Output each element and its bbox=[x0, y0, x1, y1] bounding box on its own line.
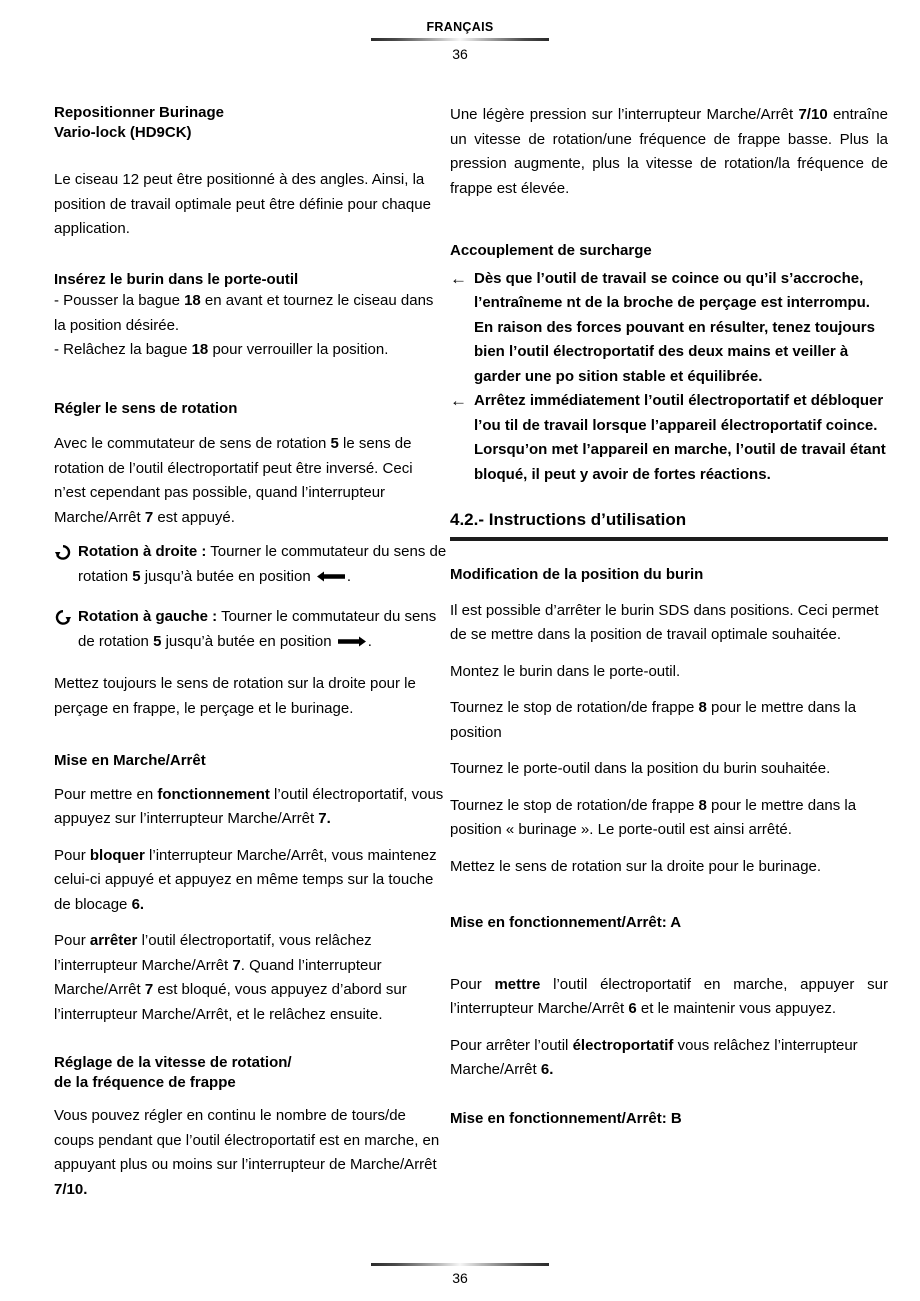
list-item-pousser-bague bbox=[54, 289, 448, 338]
gradient-rule-icon bbox=[371, 1263, 549, 1266]
rotation-left-label: Rotation à gauche : bbox=[78, 608, 218, 625]
paragraph-mettre-outil-marche bbox=[450, 973, 888, 1022]
section-heading-instructions-utilisation: 4.2.- Instructions d’utilisation bbox=[450, 510, 687, 529]
paragraph-mettez-sens-rotation: Mettez toujours le sens de rotation sur la droite pour le perçage en frappe, le perçage et le burinage. bbox=[54, 675, 416, 717]
para5-c: l’interrupteur Marche/Arrêt, vous maintenez celui-ci appuyé et appuyez en même temps sur la touche de blocage bbox=[54, 846, 437, 913]
bullet-2-ref: 18 bbox=[191, 341, 209, 358]
warning-item-1 bbox=[450, 267, 888, 390]
warning-item-2 bbox=[450, 389, 888, 487]
rotation-left-text-a: Tourner le commutateur du sens de rotation bbox=[78, 608, 437, 650]
para6-ref-7a: 7 bbox=[232, 956, 241, 974]
warning-item-2-text: Arrêtez immédiatement l’outil électroportatif et débloquer l’ou til de travail lorsque l’appareil électroportatif coince. Lorsqu’on met l’appareil en marche, l’outil de travail étant bloqué, il peut y avoir de fortes réactions. bbox=[474, 392, 886, 483]
paragraph-tournez-stop-rotation-2 bbox=[450, 794, 888, 843]
header-language-label: FRANÇAIS bbox=[426, 20, 494, 34]
paragraph-commutateur-sens bbox=[54, 432, 448, 530]
r-para9-a: Pour arrêter l’outil bbox=[450, 1036, 573, 1054]
heading-5-line-2: de la fréquence de frappe bbox=[54, 1073, 236, 1091]
r-para6-ref-8: 8 bbox=[698, 796, 707, 814]
heading-modification-position-burin: Modification de la position du burin bbox=[450, 566, 704, 583]
rotation-right-text-d: . bbox=[346, 567, 352, 585]
para5-ref-6: 6. bbox=[131, 895, 145, 913]
paragraph-arreter-outil-electroportatif bbox=[450, 1034, 888, 1083]
para6-bold-arreter: arrêter bbox=[89, 932, 138, 949]
r-para4-ref-8: 8 bbox=[698, 699, 707, 716]
r-para1-a: Une légère pression sur l’interrupteur Marche/Arrêt bbox=[450, 106, 799, 123]
para6-g: est bloqué, vous appuyez d’abord sur l’interrupteur Marche/Arrêt, et le relâchez ensuite. bbox=[54, 981, 407, 1023]
para5-bold-bloquer: bloquer bbox=[89, 846, 145, 864]
heading-regler-sens-rotation: Régler le sens de rotation bbox=[54, 399, 238, 417]
rotate-counterclockwise-icon bbox=[54, 605, 78, 625]
r-para6-c: pour le mettre dans la position « burinage ». Le porte-outil est ainsi arrêté. bbox=[450, 796, 857, 838]
rotate-clockwise-icon bbox=[54, 540, 78, 560]
para6-ref-7b: 7 bbox=[144, 981, 154, 998]
page-header bbox=[0, 20, 920, 63]
para4-bold-fonctionnement: fonctionnement bbox=[157, 785, 270, 803]
rotation-left-text-c: jusqu’à butée en position bbox=[161, 632, 336, 650]
rotation-right-ref: 5 bbox=[132, 567, 141, 585]
paragraph-legere-pression bbox=[450, 103, 888, 201]
para2-a: Avec le commutateur de sens de rotation bbox=[54, 435, 331, 452]
r-para6-a: Tournez le stop de rotation/de frappe bbox=[450, 796, 699, 814]
para6-c: l’outil électroportatif, vous relâchez l’interrupteur Marche/Arrêt bbox=[54, 932, 372, 974]
bullet-1-text-a: - Pousser la bague bbox=[54, 292, 185, 309]
para7-a: Vous pouvez régler en continu le nombre de tours/de coups pendant que l’outil électroportatif est en marche, en appuyant plus ou moins sur l’interrupteur de Marche/Arrêt bbox=[54, 1107, 440, 1173]
arrow-left-bullet-icon: ← bbox=[450, 268, 467, 288]
para4-c: l’outil électroportatif, vous appuyez sur l’interrupteur Marche/Arrêt bbox=[54, 785, 444, 827]
para4-a: Pour mettre en bbox=[54, 785, 158, 803]
left-column bbox=[54, 103, 448, 1202]
rotation-left-text bbox=[78, 605, 448, 654]
r-para8-ref-6: 6 bbox=[628, 1000, 637, 1017]
r-para4-c: pour le mettre dans la position bbox=[450, 699, 857, 741]
r-para1-ref-710: 7/10 bbox=[798, 106, 828, 123]
rotation-right-item bbox=[54, 540, 448, 589]
bullet-1-text-c: en avant et tournez le ciseau dans la position désirée. bbox=[54, 292, 434, 334]
heading-accouplement-surcharge: Accouplement de surcharge bbox=[450, 242, 652, 259]
bullet-2-text-c: pour verrouiller la position. bbox=[208, 341, 389, 358]
paragraph-tournez-porte-outil: Tournez le porte-outil dans la position du burin souhaitée. bbox=[450, 760, 831, 777]
heading-reglage-vitesse bbox=[54, 1053, 448, 1092]
paragraph-burin-sds-positions: Il est possible d’arrêter le burin SDS dans positions. Ceci permet de se mettre dans la position de travail optimale souhaitée. bbox=[450, 601, 879, 643]
r-para8-a: Pour bbox=[450, 975, 495, 993]
paragraph-mettez-sens-rotation-droite: Mettez le sens de rotation sur la droite pour le burinage. bbox=[450, 857, 822, 875]
list-item-relachez-bague bbox=[54, 338, 448, 363]
r-para9-c: vous relâchez l’interrupteur Marche/Arrêt bbox=[450, 1036, 858, 1078]
rotation-left-item bbox=[54, 605, 448, 654]
r-para1-c: entraîne un vitesse de rotation/une fréquence de frappe basse. Plus la pression augmente, plus la vitesse de rotation/la fréquence de frappe est élevée. bbox=[450, 106, 888, 197]
heading-line-1: Repositionner Burinage bbox=[54, 104, 225, 121]
r-para9-bold-electroportatif: électroportatif bbox=[572, 1036, 674, 1054]
para2-c: le sens de rotation de l’outil électroportatif peut être inversé. Ceci n’est cependant pas possible, quand l’interrupteur Marche/Arrêt bbox=[54, 435, 413, 526]
rotation-right-text-a: Tourner le commutateur du sens de rotation bbox=[78, 543, 447, 585]
arrow-left-icon bbox=[317, 571, 345, 582]
warning-item-1-text: Dès que l’outil de travail se coince ou qu’il s’accroche, l’entraîneme nt de la broche de perçage est interrompu. En raison des forces pouvant en résulter, tenez toujours bien l’outil électroportatif des deux mains et veiller à garder une po sition stable et équilibrée. bbox=[474, 269, 875, 385]
r-para4-a: Tournez le stop de rotation/de frappe bbox=[450, 699, 699, 716]
page-body bbox=[0, 103, 920, 1253]
para4-ref-7: 7. bbox=[318, 810, 331, 827]
heading-mise-en-marche-arret: Mise en Marche/Arrêt bbox=[54, 752, 206, 769]
rotation-right-label: Rotation à droite : bbox=[78, 543, 207, 560]
rotation-left-text-d: . bbox=[367, 632, 372, 650]
paragraph-bloquer-interrupteur bbox=[54, 844, 448, 918]
gradient-rule-icon bbox=[371, 38, 549, 41]
para2-ref-7: 7 bbox=[144, 508, 154, 526]
heading-mise-fonctionnement-a: Mise en fonctionnement/Arrêt: A bbox=[450, 914, 682, 931]
heading-line-2: Vario-lock (HD9CK) bbox=[54, 123, 192, 141]
bullet-1-ref: 18 bbox=[184, 292, 201, 309]
para5-a: Pour bbox=[54, 846, 90, 864]
rotation-left-ref: 5 bbox=[153, 632, 162, 650]
arrow-right-icon bbox=[338, 636, 366, 647]
right-column bbox=[450, 103, 888, 1128]
heading-repositionner-burinage bbox=[54, 103, 448, 142]
para6-e: . Quand l’interrupteur Marche/Arrêt bbox=[54, 956, 382, 998]
para6-a: Pour bbox=[54, 932, 90, 949]
r-para8-e: et le maintenir vous appuyez. bbox=[636, 1000, 837, 1017]
rotation-right-text-c: jusqu’à butée en position bbox=[140, 567, 315, 585]
para2-ref-5: 5 bbox=[330, 435, 339, 452]
paragraph-tournez-stop-rotation-1 bbox=[450, 696, 888, 745]
r-para9-ref-6: 6. bbox=[540, 1061, 554, 1078]
para2-e: est appuyé. bbox=[153, 508, 235, 526]
arrow-left-bullet-icon: ← bbox=[450, 391, 467, 410]
paragraph-regler-continu bbox=[54, 1104, 448, 1202]
paragraph-ciseau-angles: Le ciseau 12 peut être positionné à des angles. Ainsi, la position de travail optimale peut être définie pour chaque application. bbox=[54, 171, 431, 237]
r-para8-bold-mettre: mettre bbox=[494, 975, 541, 993]
header-page-number: 36 bbox=[452, 46, 468, 62]
r-para8-c: l’outil électroportatif en marche, appuyer sur l’interrupteur Marche/Arrêt bbox=[450, 975, 888, 1017]
page-footer bbox=[0, 1260, 920, 1287]
footer-page-number: 36 bbox=[452, 1270, 468, 1286]
bullet-2-text-a: - Relâchez la bague bbox=[54, 341, 192, 358]
heading-mise-fonctionnement-b: Mise en fonctionnement/Arrêt: B bbox=[450, 1109, 682, 1127]
paragraph-mettre-fonctionnement bbox=[54, 783, 448, 832]
heading-inserez-burin: Insérez le burin dans le porte-outil bbox=[54, 270, 299, 288]
rotation-right-text bbox=[78, 540, 448, 589]
heading-5-line-1: Réglage de la vitesse de rotation/ bbox=[54, 1054, 292, 1071]
paragraph-arreter-outil bbox=[54, 929, 448, 1027]
para7-ref-710: 7/10. bbox=[54, 1180, 88, 1198]
paragraph-montez-burin: Montez le burin dans le porte-outil. bbox=[450, 662, 681, 680]
